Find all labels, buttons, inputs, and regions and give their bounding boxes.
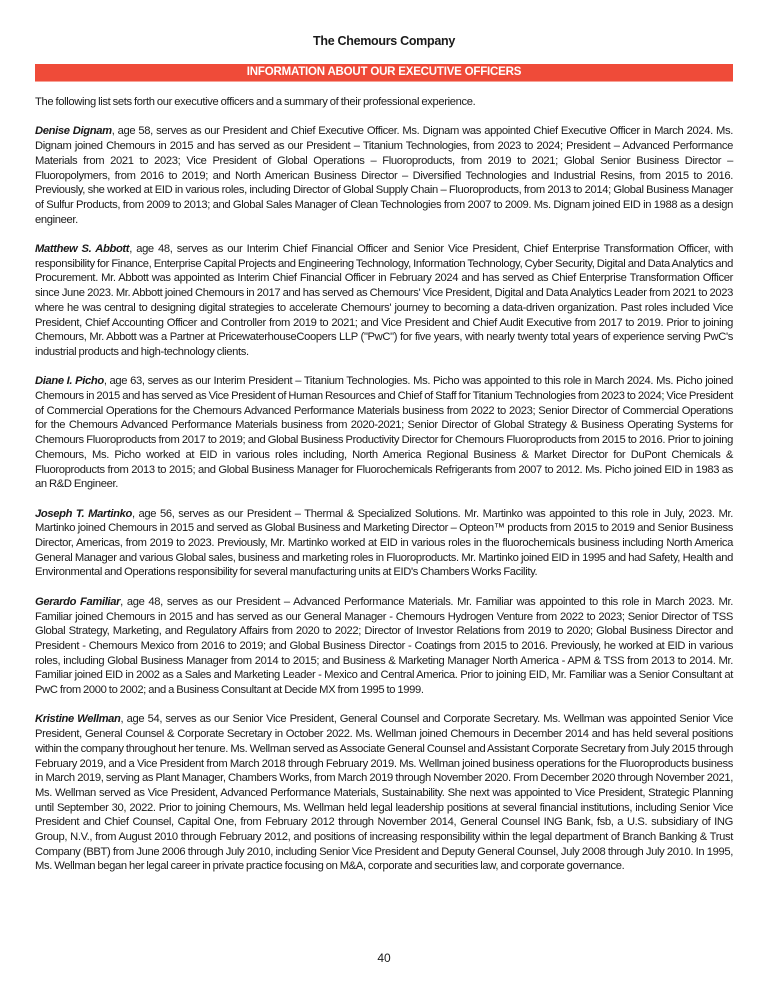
officer-name: Kristine Wellman (35, 713, 121, 726)
company-header: The Chemours Company (313, 34, 455, 48)
officer-name: Diane I. Picho (35, 375, 104, 388)
officer-bio-text: , age 56, serves as our President – Thermal & Specialized Solutions. Mr. Martinko was appointed to this role in July, 2023. Mr. Martinko joined Chemours in 2015 and served as Global Business and Marketing Director – Opteon™ products from 2015 to 2019 and Senior Business Director, Americas, from 2019 to 2023. Previously, Mr. Martinko worked at EID in various roles in the fluorochemicals business including North America General Manager and various Global sales, business and marketing roles in Fluoroproducts. Mr. Martinko joined EID in 1995 and had Safety, Health and Environmental and Operations responsibility for several manufacturing units at EID's Chambers Works Facility. (35, 507, 733, 579)
officer-name: Matthew S. Abbott (35, 243, 130, 255)
officer-bio-dignam (35, 124, 733, 227)
officer-bio-abbott (35, 242, 733, 360)
officer-bio-martinko (35, 507, 733, 581)
officer-name: Joseph T. Martinko (35, 507, 132, 520)
officer-bio-wellman (35, 712, 733, 874)
officer-bio-text: , age 48, serves as our Interim Chief Financial Officer and Senior Vice President, Chief Enterprise Transformation Officer, with responsibility for Finance, Enterprise Capital Projects and Engineering Technology, Information Technology, Cyber Security, Digital and Data Analytics and Procurement. Mr. Abbott was appointed as Interim Chief Financial Officer in February 2024 and has served as Chief Enterprise Transformation Officer since June 2023. Mr. Abbott joined Chemours in 2017 and has served as Chemours' Vice President, Digital and Data Analytics Leader from 2021 to 2023 where he was central to designing digital strategies to accelerate Chemours' journey to becoming a data-driven organization. Past roles included Vice President, Chief Accounting Officer and Controller from 2019 to 2021; and Vice President and Chief Audit Executive from 2017 to 2019. Prior to joining Chemours, Mr. Abbott was a Partner at PricewaterhouseCoopers LLP ("PwC") for five years, with nearly twenty total years of experience serving PwC's industrial products and high-technology clients. (35, 243, 733, 358)
officer-bio-text: , age 58, serves as our President and Chief Executive Officer. Ms. Dignam was appointed Chief Executive Officer in March 2024. Ms. Dignam joined Chemours in 2015 and has served as our President – Titanium Technologies, from 2023 to 2024; President – Advanced Performance Materials from 2021 to 2023; Vice President of Global Operations – Fluoroproducts, from 2019 to 2021; Global Senior Business Director – Fluoropolymers, from 2016 to 2019; and North American Business Director – Diversified Technologies and Industrial Resins, from 2015 to 2016. Previously, she worked at EID in various roles, including Director of Global Supply Chain – Fluoroproducts, from 2013 to 2014; Global Business Manager of Sulfur Products, from 2009 to 2013; and Global Sales Manager of Clean Technologies from 2007 to 2009. Ms. Dignam joined EID in 1988 as a design engineer. (35, 125, 733, 226)
intro-paragraph: The following list sets forth our executive officers and a summary of their professional experience. (35, 96, 476, 108)
officer-name: Denise Dignam (35, 125, 112, 138)
officer-bio-picho (35, 374, 733, 492)
officer-bio-text: , age 48, serves as our President – Advanced Performance Materials. Mr. Familiar was appointed to this role in March 2023. Mr. Familiar joined Chemours in 2015 and has served as our General Manager - Chemours Hydrogen Venture from 2022 to 2023; Senior Director of TSS Global Strategy, Marketing, and Regulatory Affairs from 2020 to 2022; Director of Investor Relations from 2019 to 2020; Global Business Director and President - Chemours Mexico from 2016 to 2019; and Global Business Director - Coatings from 2015 to 2016. Previously, he worked at EID in various roles, including Global Business Manager from 2014 to 2015; and Business & Marketing Manager North America - APM & TSS from 2013 to 2014. Mr. Familiar joined EID in 2002 as a Sales and Marketing Leader - Mexico and Central America. Prior to joining EID, Mr. Familiar was a Senior Consultant at PwC from 2000 to 2002; and a Business Consultant at Decide MX from 1995 to 1999. (35, 595, 734, 697)
section-title-bar: INFORMATION ABOUT OUR EXECUTIVE OFFICERS (35, 64, 733, 82)
officer-bio-familiar (35, 595, 733, 698)
officer-name: Gerardo Familiar (35, 595, 121, 608)
document-body (35, 95, 733, 889)
officer-bio-text: , age 63, serves as our Interim President – Titanium Technologies. Ms. Picho was appointed to this role in March 2024. Ms. Picho joined Chemours in 2015 and has served as Vice President of Human Resources and Chief of Staff for Titanium Technologies from 2023 to 2024; Vice President of Commercial Operations for the Chemours Advanced Performance Materials business from 2022 to 2023; Senior Director of Commercial Operations for the Chemours Advanced Performance Materials business from 2020-2021; Senior Director of Global Strategy & Business Operating Systems for Chemours Fluoroproducts from 2017 to 2019; and Global Business Productivity Director for Chemours Fluoroproducts from 2015 to 2016. Prior to joining Chemours, Ms. Picho worked at EID in various roles including, North America Regional Business & Market Director for DuPont Chemicals & Fluoroproducts from 2013 to 2015; and Global Business Manager for Fluorochemicals Refrigerants from 2007 to 2012. Ms. Picho joined EID in 1983 as an R&D Engineer. (35, 375, 733, 491)
page-number: 40 (377, 951, 391, 965)
officer-bio-text: , age 54, serves as our Senior Vice President, General Counsel and Corporate Secretary. Ms. Wellman was appointed Senior Vice President, General Counsel & Corporate Secretary in October 2022. Ms. Wellman joined Chemours in December 2014 and has held several positions within the company throughout her tenure. Ms. Wellman served as Associate General Counsel and Assistant Corporate Secretary from July 2015 through February 2019, and a Vice President from March 2018 through February 2019. Ms. Wellman joined business operations for the Fluoroproducts business in March 2019, serving as Plant Manager, Chambers Works, from March 2019 through November 2020. From December 2020 through November 2021, Ms. Wellman served as Vice President, Advanced Performance Materials, Sustainability. She next was appointed to Vice President, Strategic Planning until September 30, 2022. Prior to joining Chemours, Ms. Wellman held legal leadership positions at several financial institutions, including Senior Vice President and Chief Counsel, Capital One, from February 2012 through November 2014, General Counsel ING Bank, fsb, a U.S. subsidiary of ING Group, N.V., from August 2010 through February 2012, and positions of increasing responsibility within the legal department of Branch Banking & Trust Company (BBT) from June 2006 through July 2010, including Senior Vice President and Deputy General Counsel, July 2008 through July 2010. In 1995, Ms. Wellman began her legal career in private practice focusing on M&A, corporate and securities law, and corporate governance. (35, 713, 734, 873)
